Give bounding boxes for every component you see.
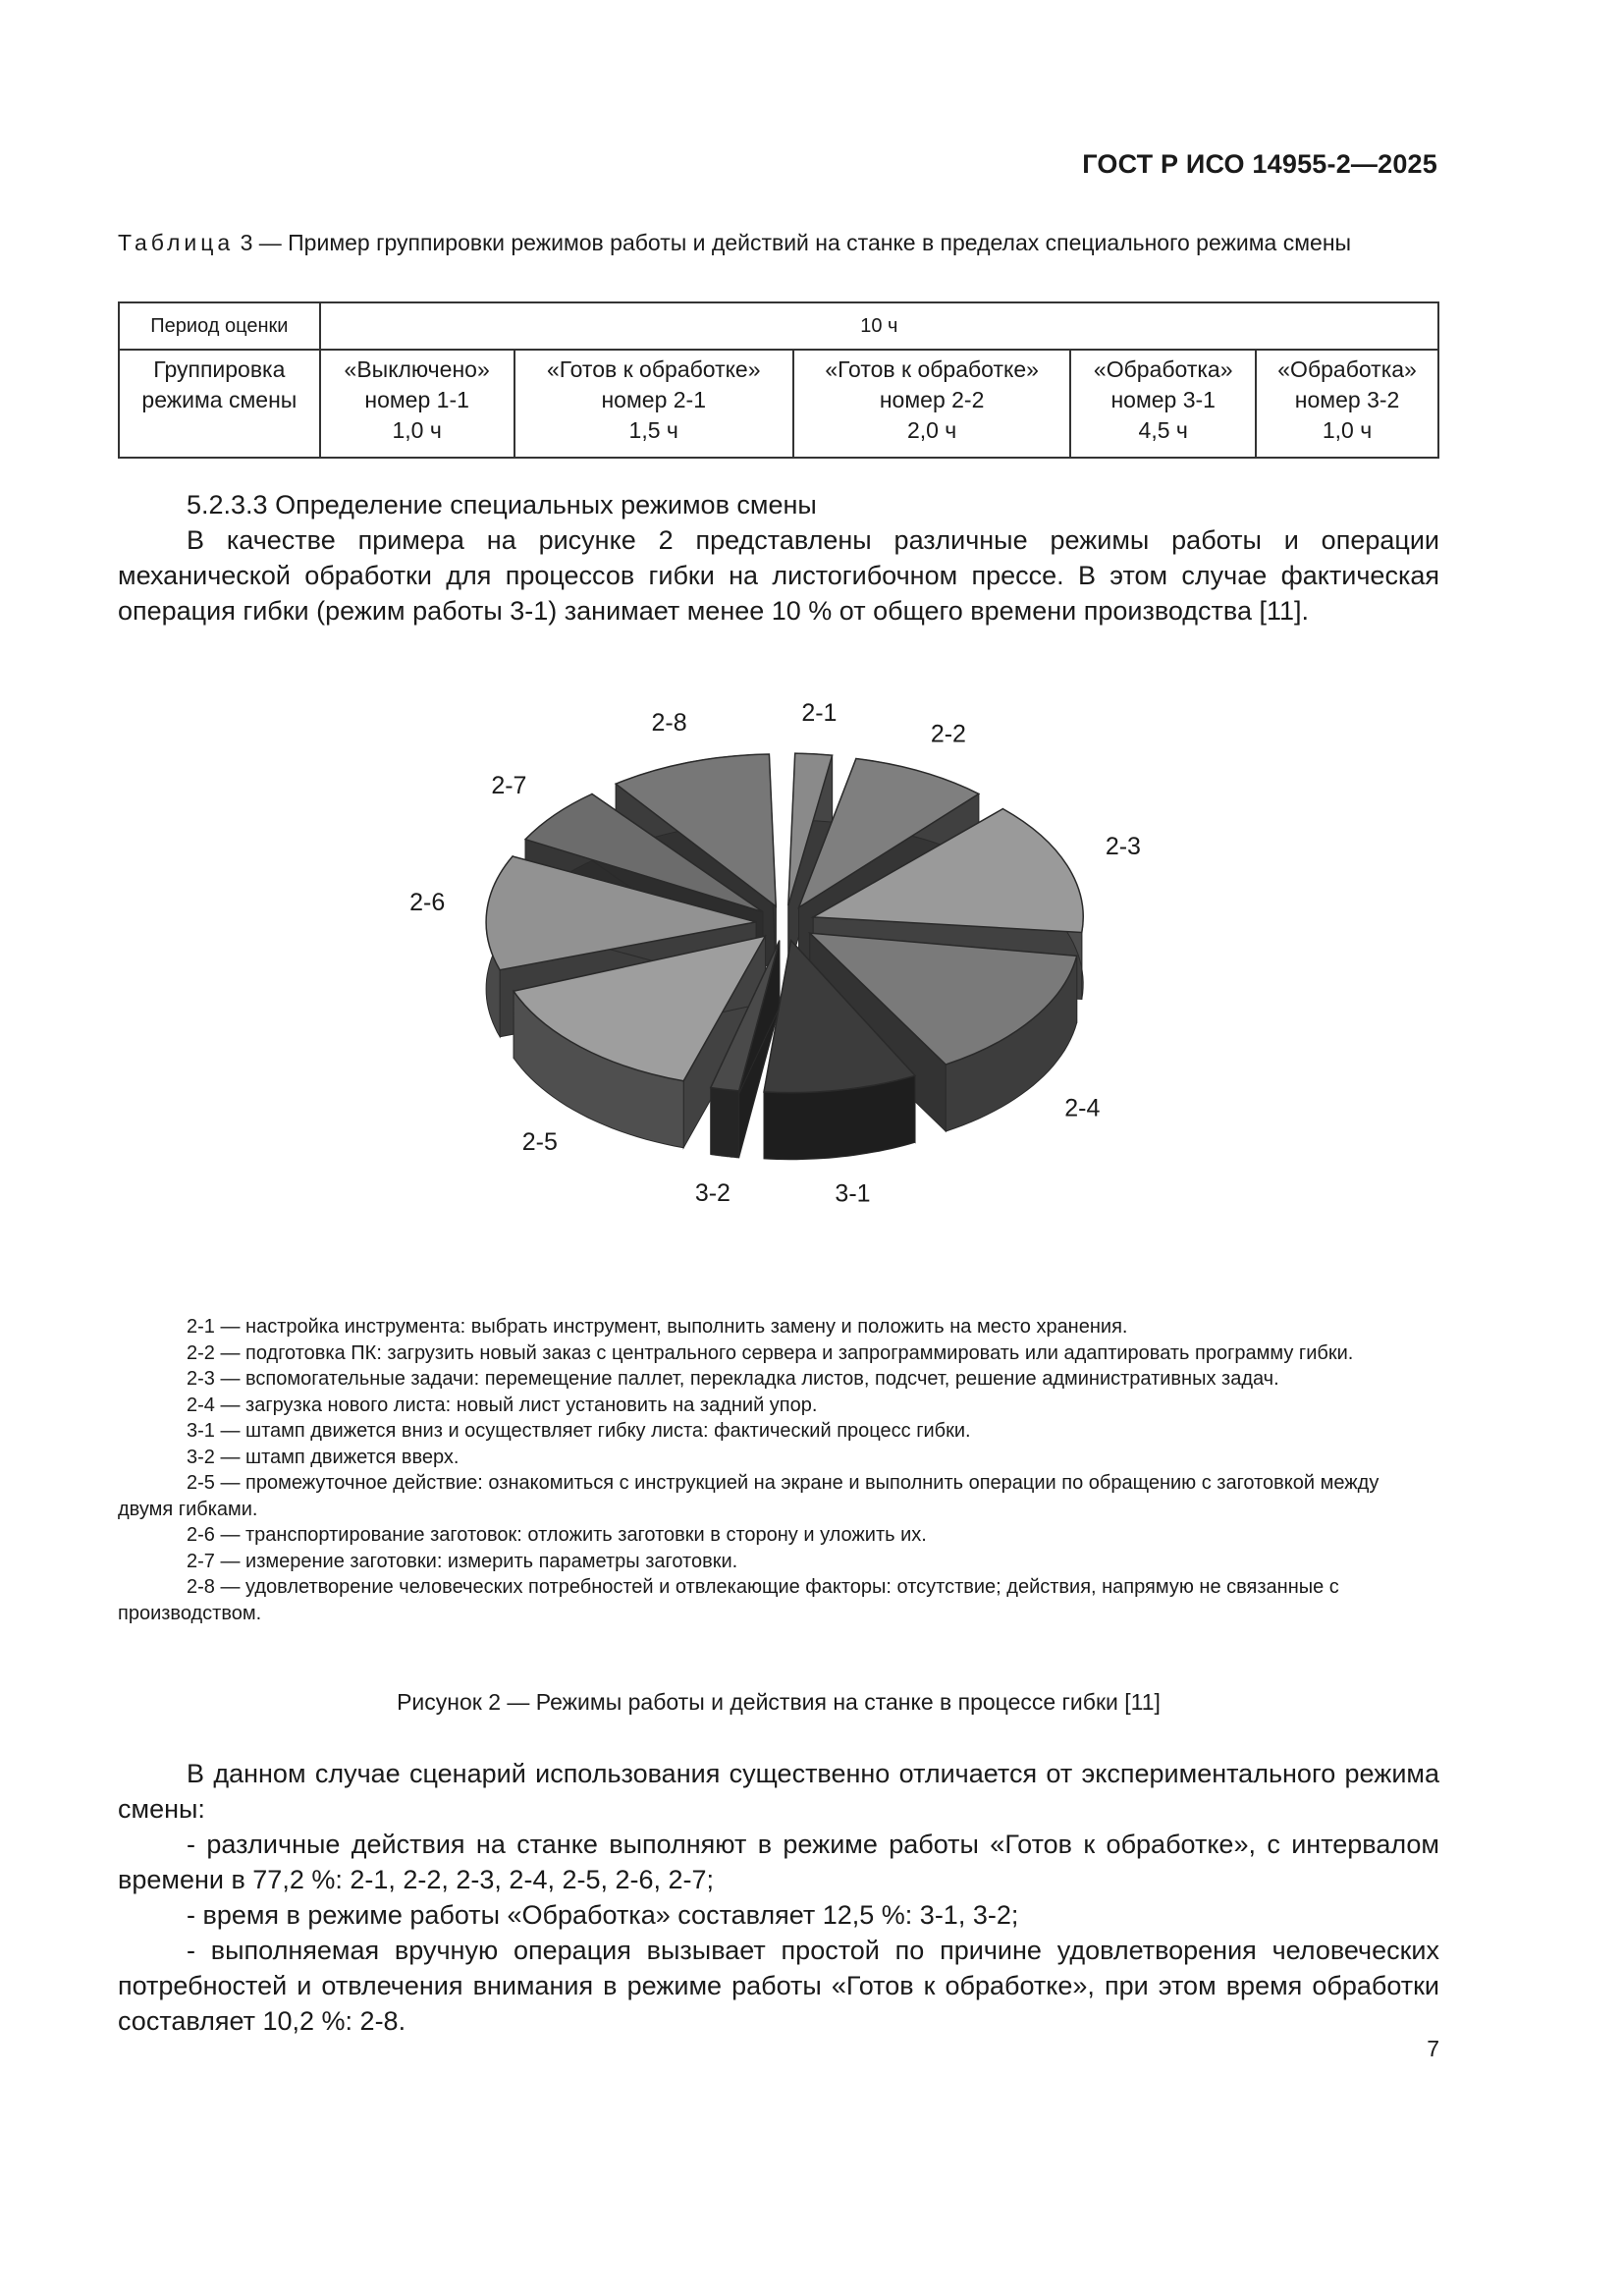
mode-cell <box>1256 350 1438 458</box>
mode-name: «Готов к обработке» <box>825 356 1039 382</box>
mode-name: «Готов к обработке» <box>546 356 761 382</box>
mode-number: номер 2-2 <box>879 387 985 412</box>
body-paragraph: - различные действия на станке выполняют в режиме работы «Готов к обработке», с интервалом времени в 77,2 %: 2-1, 2-2, 2-3, 2-4, 2-5, 2-6, 2-7; <box>118 1830 1439 1894</box>
legend-item: 2-8 — удовлетворение человеческих потребностей и отвлекающие факторы: отсутствие; действия, напрямую не связанные с производством. <box>118 1576 1339 1624</box>
legend-item: 2-3 — вспомогательные задачи: перемещение паллет, перекладка листов, подсчет, решение административных задач. <box>187 1368 1279 1390</box>
body-paragraph: В данном случае сценарий использования существенно отличается от экспериментального режима смены: <box>118 1759 1439 1824</box>
pie-label-2-3: 2-3 <box>1105 832 1141 860</box>
pie-label-3-2: 3-2 <box>694 1178 730 1207</box>
figure-legend <box>118 1314 1439 1626</box>
mode-number: номер 1-1 <box>364 387 469 412</box>
mode-cell <box>1070 350 1256 458</box>
grouping-label-line: Группировка <box>153 356 286 382</box>
mode-time: 1,0 ч <box>392 417 442 443</box>
pie-label-2-7: 2-7 <box>491 772 527 799</box>
body-text <box>118 1756 1439 2039</box>
legend-item: 2-4 — загрузка нового листа: новый лист установить на задний упор. <box>187 1394 818 1416</box>
grouping-label-line: режима смены <box>141 387 298 412</box>
legend-item: 2-1 — настройка инструмента: выбрать инструмент, выполнить замену и положить на место хранения. <box>187 1316 1128 1338</box>
pie-label-2-4: 2-4 <box>1064 1094 1101 1122</box>
table-caption <box>118 229 1439 257</box>
mode-time: 1,0 ч <box>1322 417 1373 443</box>
mode-time: 1,5 ч <box>628 417 678 443</box>
legend-item: 2-5 — промежуточное действие: ознакомиться с инструкцией на экране и выполнить операции по обращению с заготовкой между двумя гибками. <box>118 1472 1380 1520</box>
legend-item: 2-7 — измерение заготовки: измерить параметры заготовки. <box>187 1550 738 1572</box>
period-label-cell: Период оценки <box>119 302 320 350</box>
pie-chart <box>295 668 1276 1257</box>
mode-name: «Обработка» <box>1277 356 1417 382</box>
body-paragraph: - время в режиме работы «Обработка» составляет 12,5 %: 3-1, 3-2; <box>187 1900 1019 1930</box>
legend-item: 3-1 — штамп движется вниз и осуществляет гибку листа: фактический процесс гибки. <box>187 1420 971 1442</box>
document-header: ГОСТ Р ИСО 14955-2—2025 <box>1082 149 1437 179</box>
pie-label-3-1: 3-1 <box>835 1179 871 1208</box>
pie-label-2-2: 2-2 <box>930 720 966 748</box>
page-number: 7 <box>1427 2036 1439 2061</box>
pie-label-2-6: 2-6 <box>409 889 446 916</box>
period-value-cell: 10 ч <box>320 302 1438 350</box>
figure-caption: Рисунок 2 — Режимы работы и действия на станке в процессе гибки [11] <box>397 1689 1161 1715</box>
intro-text: В качестве примера на рисунке 2 представлены различные режимы работы и операции механической обработки для процессов гибки на листогибочном прессе. В этом случае фактическая операция гибки (режим работы 3-1) занимает менее 10 % от общего времени производства [11]. <box>118 525 1439 626</box>
pie-label-2-5: 2-5 <box>521 1128 558 1156</box>
mode-cell <box>514 350 793 458</box>
legend-item: 3-2 — штамп движется вверх. <box>187 1446 460 1468</box>
section-title: 5.2.3.3 Определение специальных режимов смены <box>187 490 817 519</box>
modes-table <box>118 301 1439 459</box>
mode-name: «Обработка» <box>1093 356 1233 382</box>
mode-time: 2,0 ч <box>906 417 957 443</box>
pie-label-2-8: 2-8 <box>651 709 687 738</box>
mode-number: номер 2-1 <box>601 387 706 412</box>
legend-item: 2-2 — подготовка ПК: загрузить новый заказ с центрального сервера и запрограммировать или адаптировать программу гибки. <box>187 1341 1354 1364</box>
table-caption-text: 3 — Пример группировки режимов работы и действий на станке в пределах специального режима смены <box>234 230 1352 255</box>
mode-name: «Выключено» <box>344 356 490 382</box>
table-row <box>119 350 1438 458</box>
slice-side <box>711 1088 739 1158</box>
mode-number: номер 3-2 <box>1294 387 1400 412</box>
table-caption-prefix: Таблица <box>118 230 235 255</box>
body-paragraph: - выполняемая вручную операция вызывает простой по причине удовлетворения человеческих потребностей и отвлечения внимания в режиме работы «Готов к обработке», при этом время обработки составляет 10,2 %: 2-8. <box>118 1936 1439 2036</box>
grouping-label-cell <box>119 350 320 458</box>
table-row <box>119 302 1438 350</box>
intro-paragraph <box>118 522 1439 629</box>
mode-cell <box>793 350 1070 458</box>
pie-slices <box>486 753 1083 1160</box>
mode-cell <box>320 350 514 458</box>
pie-label-2-1: 2-1 <box>801 698 838 727</box>
mode-number: номер 3-1 <box>1110 387 1216 412</box>
mode-time: 4,5 ч <box>1138 417 1188 443</box>
legend-item: 2-6 — транспортирование заготовок: отложить заготовки в сторону и уложить их. <box>187 1524 927 1546</box>
